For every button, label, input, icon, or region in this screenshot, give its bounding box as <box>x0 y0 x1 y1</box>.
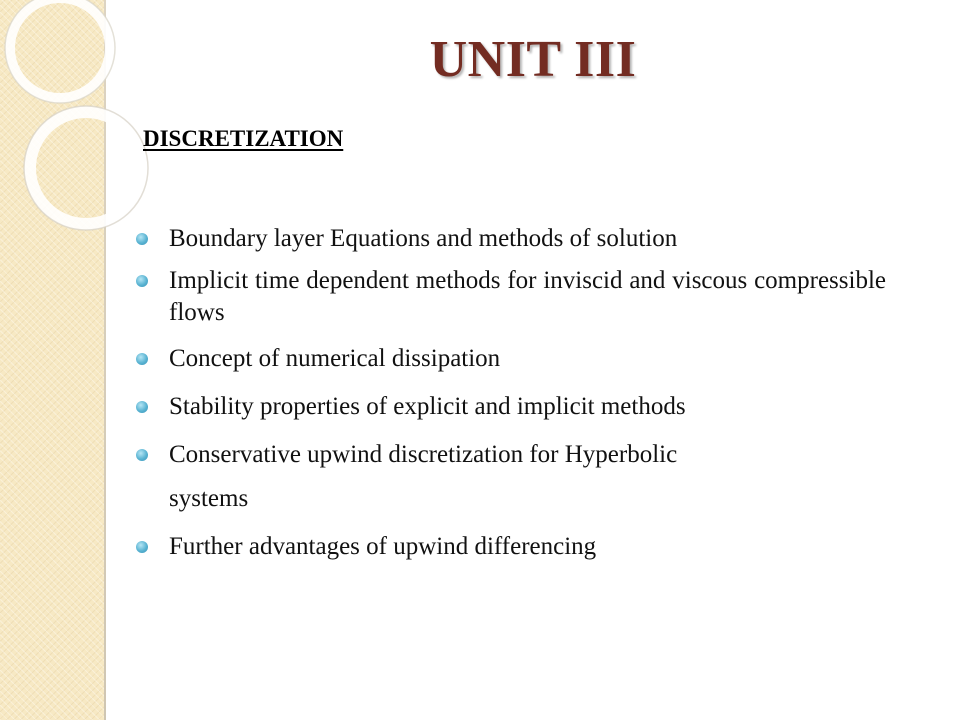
list-item-text: Stability properties of explicit and implicit methods <box>169 393 686 420</box>
list-item-text-continuation: systems <box>169 485 249 512</box>
bullet-icon <box>136 275 148 287</box>
list-item <box>134 531 886 563</box>
bullet-icon <box>136 353 148 365</box>
bullet-icon <box>136 541 148 553</box>
list-item <box>134 439 886 515</box>
deco-circle-small-outline <box>24 106 148 230</box>
list-item-text: Concept of numerical dissipation <box>169 345 501 372</box>
bullet-icon <box>136 449 148 461</box>
list-item <box>134 223 886 255</box>
section-heading: DISCRETIZATION <box>143 126 344 151</box>
list-item-text: Further advantages of upwind differencing <box>169 533 597 560</box>
list-item <box>134 265 886 329</box>
list-item-text: Conservative upwind discretization for Hyperbolic <box>169 441 678 468</box>
bullet-list <box>134 223 886 563</box>
list-item-text: Implicit time dependent methods for inviscid and viscous compressible flows <box>169 267 886 326</box>
deco-circle-large <box>10 0 110 98</box>
list-item <box>134 343 886 375</box>
deco-circle-small <box>30 112 142 224</box>
list-item-text: Boundary layer Equations and methods of solution <box>169 225 678 252</box>
bullet-icon <box>136 233 148 245</box>
bullet-icon <box>136 401 148 413</box>
slide-title: UNIT III <box>429 31 637 88</box>
list-item <box>134 391 886 423</box>
